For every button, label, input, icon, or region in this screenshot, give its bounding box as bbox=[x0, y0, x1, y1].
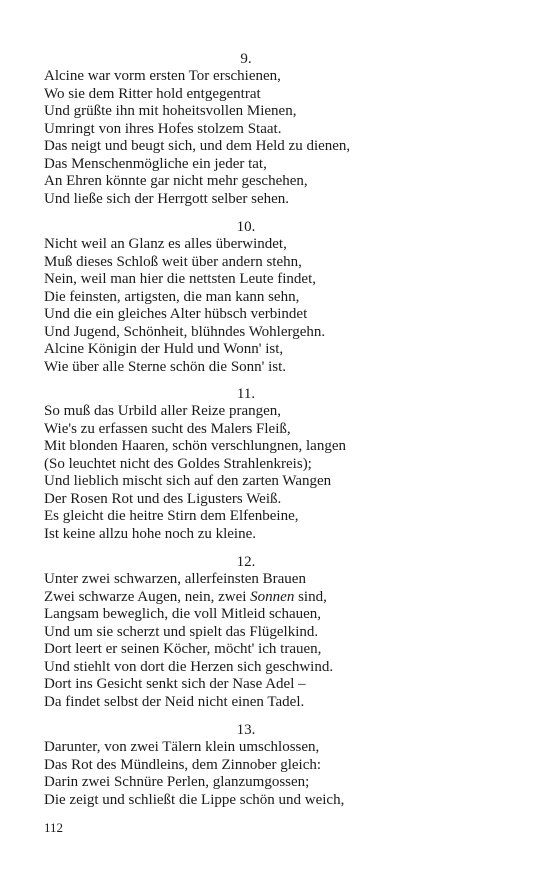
verse-line: Alcine war vorm ersten Tor erschienen, bbox=[44, 68, 281, 84]
verse-line-end: sind, bbox=[294, 588, 327, 605]
verse-line: Und grüßte ihn mit hoheitsvollen Mienen, bbox=[44, 103, 297, 119]
verse-line: Das Menschenmögliche ein jeder tat, bbox=[44, 155, 267, 172]
verse-line: Und stiehlt von dort die Herzen sich geschwind. bbox=[44, 658, 334, 675]
stanza-9 bbox=[44, 51, 464, 208]
verse-line: Das Rot des Mündleins, dem Zinnober gleich: bbox=[44, 756, 322, 773]
verse-line: Umringt von ihres Hofes stolzem Staat. bbox=[44, 120, 282, 137]
stanza-12 bbox=[44, 554, 464, 711]
stanza-number: 11. bbox=[236, 386, 256, 402]
page-number: 112 bbox=[44, 820, 64, 835]
verse-line: Darin zwei Schnüre Perlen, glanzumgossen; bbox=[44, 774, 310, 790]
verse-line: Langsam beweglich, die voll Mitleid schauen, bbox=[44, 606, 322, 622]
verse-line: Die zeigt und schließt die Lippe schön und weich, bbox=[44, 791, 345, 808]
verse-line: Die feinsten, artigsten, die man kann sehn, bbox=[44, 288, 300, 305]
stanza-number: 9. bbox=[240, 51, 252, 67]
verse-line: Wie über alle Sterne schön die Sonn' ist. bbox=[44, 358, 287, 375]
verse-line: So muß das Urbild aller Reize prangen, bbox=[44, 403, 282, 419]
verse-line: Muß dieses Schloß weit über andern stehn, bbox=[44, 253, 302, 270]
stanza-number: 12. bbox=[236, 554, 256, 570]
stanza-13 bbox=[44, 722, 464, 809]
verse-line: Und ließe sich der Herrgott selber sehen. bbox=[44, 190, 290, 207]
verse-line: Es gleicht die heitre Stirn dem Elfenbeine, bbox=[44, 508, 299, 524]
verse-line: Wo sie dem Ritter hold entgegentrat bbox=[44, 85, 261, 102]
verse-line: Und die ein gleiches Alter hübsch verbindet bbox=[44, 306, 308, 322]
verse-line: An Ehren könnte gar nicht mehr geschehen, bbox=[44, 173, 308, 189]
verse-line: Das neigt und beugt sich, und dem Held zu dienen, bbox=[44, 138, 351, 154]
stanza-10 bbox=[44, 219, 464, 376]
stanza-11 bbox=[44, 386, 464, 543]
verse-line: Der Rosen Rot und des Ligusters Weiß. bbox=[44, 490, 282, 507]
verse-line: Darunter, von zwei Tälern klein umschlossen, bbox=[44, 739, 320, 755]
verse-line: Wie's zu erfassen sucht des Malers Fleiß, bbox=[44, 420, 291, 437]
verse-line: Und Jugend, Schönheit, blühndes Wohlergehn. bbox=[44, 323, 326, 340]
verse-line-start: Zwei schwarze Augen, nein, zwei bbox=[44, 588, 251, 605]
stanza-number: 10. bbox=[236, 219, 256, 235]
verse-line: Nein, weil man hier die nettsten Leute findet, bbox=[44, 271, 316, 287]
verse-line: Da findet selbst der Neid nicht einen Tadel. bbox=[44, 693, 305, 710]
verse-line: Dort ins Gesicht senkt sich der Nase Adel – bbox=[44, 676, 306, 692]
verse-line: (So leuchtet nicht des Goldes Strahlenkreis); bbox=[44, 455, 312, 472]
stanza-number: 13. bbox=[236, 722, 256, 738]
verse-line: Ist keine allzu hohe noch zu kleine. bbox=[44, 525, 257, 542]
verse-line: Mit blonden Haaren, schön verschlungnen, langen bbox=[44, 438, 346, 454]
verse-line: Dort leert er seinen Köcher, möcht' ich trauen, bbox=[44, 641, 322, 657]
verse-line: Unter zwei schwarzen, allerfeinsten Brauen bbox=[44, 571, 306, 587]
verse-line: Alcine Königin der Huld und Wonn' ist, bbox=[44, 341, 284, 357]
verse-line bbox=[44, 589, 464, 607]
emphasized-word: Sonnen bbox=[250, 588, 295, 605]
verse-line: Und lieblich mischt sich auf den zarten Wangen bbox=[44, 473, 332, 489]
verse-line: Und um sie scherzt und spielt das Flügelkind. bbox=[44, 623, 319, 640]
verse-line: Nicht weil an Glanz es alles überwindet, bbox=[44, 236, 287, 252]
